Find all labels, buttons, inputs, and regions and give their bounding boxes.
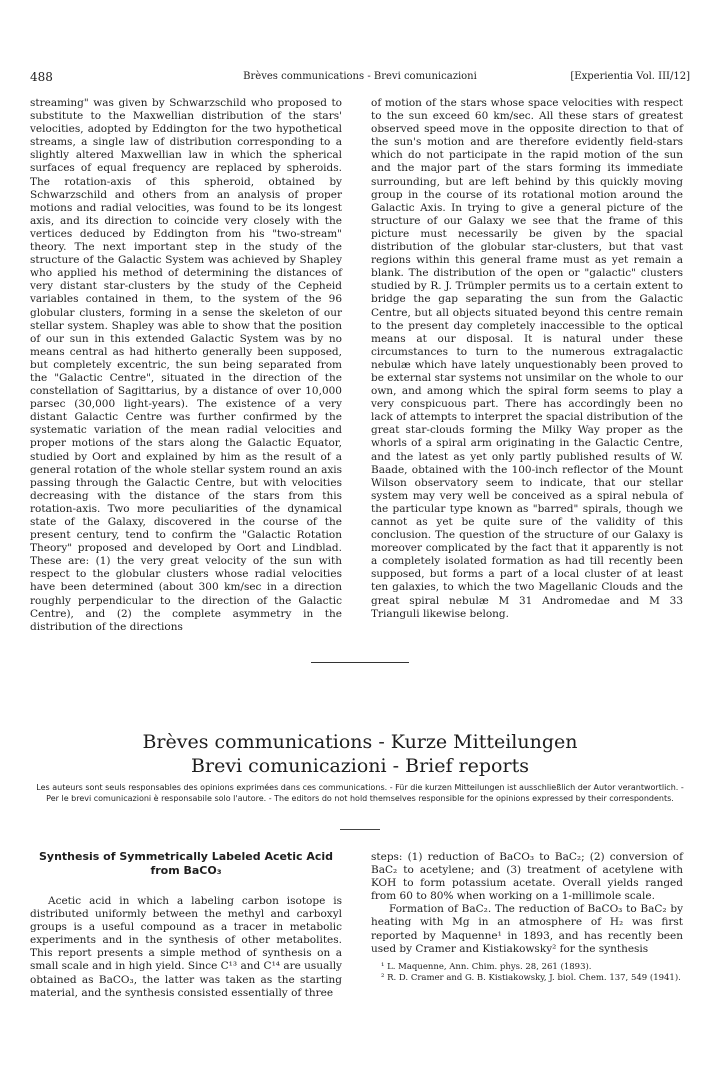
article-title [30, 850, 342, 878]
article-title-line2: from BaCO₃ [150, 864, 222, 877]
article-title-line1: Synthesis of Symmetrically Labeled Acetic Acid [38, 850, 333, 863]
page-header [30, 70, 690, 86]
article-paragraph: Formation of BaC₂. The reduction of BaCO₃ to BaC₂ by heating with Mg in an atmosphere of H₂ was first reported by Maquenne¹ in 1893, and has recently been used by Cramer and Kistiakowsky² for the synthesis [371, 903, 683, 955]
section-title-line1: Brèves communications - Kurze Mitteilungen [142, 731, 578, 753]
short-divider [340, 829, 380, 830]
article-paragraph: steps: (1) reduction of BaCO₃ to BaC₂; (2) conversion of BaC₂ to acetylene; and (3) treatment of acetylene with KOH to form potassium acetate. Overall yields ranged from 60 to 80% when working on a 1-millimole scale. [371, 851, 683, 903]
left-column-text: streaming" was given by Schwarzschild who proposed to substitute to the Maxwellian distribution of the stars' velocities, adopted by Eddington for the two hypothetical streams, a single law of distribution corresponding to a slightly altered Maxwellian law in which the spherical surfaces of equal frequency are replaced by spheroids. The rotation-axis of this spheroid, obtained by Schwarzschild and others from an analysis of proper motions and radial velocities, was found to be its longest axis, and its direction to coincide very closely with the vertices deduced by Eddington from his "two-stream" theory. The next important step in the study of the structure of the Galactic System was achieved by Shapley who applied his method of determining the distances of very distant star-clusters by the study of the Cepheid variables contained in them, to the system of the 96 globular clusters, forming in a sense the skeleton of our stellar system. Shapley was able to show that the position of our sun in this extended Galactic System was by no means central as had hitherto generally been supposed, but completely excentric, the sun being separated from the "Galactic Centre", situated in the direction of the constellation of Sagittarius, by a distance of over 10,000 parsec (30,000 light-years). The existence of a very distant Galactic Centre was further confirmed by the systematic variation of the mean radial velocities and proper motions of the stars along the Galactic Equator, studied by Oort and explained by him as the result of a general rotation of the whole stellar system round an axis passing through the Galactic Centre, but with velocities decreasing with the distance of the stars from this rotation-axis. Two more peculiarities of the dynamical state of the Galaxy, discovered in the course of the present century, tend to confirm the "Galactic Rotation Theory" proposed and developed by Oort and Lindblad. These are: (1) the very great velocity of the sun with respect to the globular clusters whose radial velocities have been determined (about 300 km/sec in a direction roughly perpendicular to the direction of the Galactic Centre), and (2) the complete asymmetry in the distribution of the directions [30, 97, 342, 633]
footnote-2: ² R. D. Cramer and G. B. Kistiakowsky, J. biol. Chem. 137, 549 (1941). [381, 972, 681, 983]
section-title-line2: Brevi comunicazioni - Brief reports [191, 755, 529, 777]
left-column [30, 97, 342, 634]
page-number: 488 [30, 70, 53, 84]
right-column [371, 97, 683, 621]
section-divider [311, 662, 409, 663]
footnotes [371, 962, 683, 984]
journal-reference: [Experientia Vol. III/12] [570, 71, 690, 82]
right-column-text: of motion of the stars whose space velocities with respect to the sun exceed 60 km/sec. All these stars of greatest observed speed move in the opposite direction to that of the sun's motion and are therefore evidently field-stars which do not participate in the rapid motion of the sun and the major part of the stars forming its immediate surrounding, but are left behind by this quickly moving group in the course of its rotational motion around the Galactic Axis. In trying to give a general picture of the structure of our Galaxy we see that the frame of this picture must necessarily be given by the spacial distribution of the globular star-clusters, but that vast regions within this general frame must as yet remain a blank. The distribution of the open or "galactic" clusters studied by R. J. Trümpler permits us to a certain extent to bridge the gap separating the sun from the Galactic Centre, but all objects situated beyond this centre remain to the present day completely inaccessible to the optical means at our disposal. It is natural under these circumstances to turn to the numerous extragalactic nebulæ which have lately unquestionably been proved to be external star systems not unsimilar on the whole to our own, and among which the spiral form seems to play a very conspicuous part. There has accordingly been no lack of attempts to interpret the spacial distribution of the great star-clouds forming the Milky Way proper as the whorls of a spiral arm originating in the Galactic Centre, and the latest as yet only partly published results of W. Baade, obtained with the 100-inch reflector of the Mount Wilson observatory seem to indicate, that our stellar system may very well be conceived as a spiral nebula of the particular type known as "barred" spirals, though we cannot as yet be quite sure of the validity of this conclusion. The question of the structure of our Galaxy is moreover complicated by the fact that it apparently is not a completely isolated formation as had till recently been supposed, but forms a part of a local cluster of at least ten galaxies, to which the two Magellanic Clouds and the great spiral nebulæ M 31 Andromedae and M 33 Trianguli likewise belong. [371, 97, 683, 620]
article-body: Acetic acid in which a labeling carbon isotope is distributed uniformly between the methyl and carboxyl groups is a useful compound as a tracer in metabolic experiments and in the synthesis of other metabolites. This report presents a simple method of synthesis on a small scale and in high yield. Since C¹³ and C¹⁴ are usually obtained as BaCO₃, the latter was taken as the starting material, and the synthesis consisted essentially of three [30, 895, 342, 999]
running-title: Brèves communications - Brevi comunicazioni [243, 71, 477, 82]
article-right-column [371, 851, 683, 984]
footnote-1: ¹ L. Maquenne, Ann. Chim. phys. 28, 261 (1893). [381, 961, 592, 972]
editorial-disclaimer: Les auteurs sont seuls responsables des opinions exprimées dans ces communications. - Für die kurzen Mitteilungen ist ausschließlich der Autor verantwortlich. - Per le brevi comunicazioni è responsabile solo l'autore. - The editors do not hold themselves responsible for the opinions expressed by their correspondents. [36, 783, 684, 803]
section-heading [30, 730, 690, 778]
